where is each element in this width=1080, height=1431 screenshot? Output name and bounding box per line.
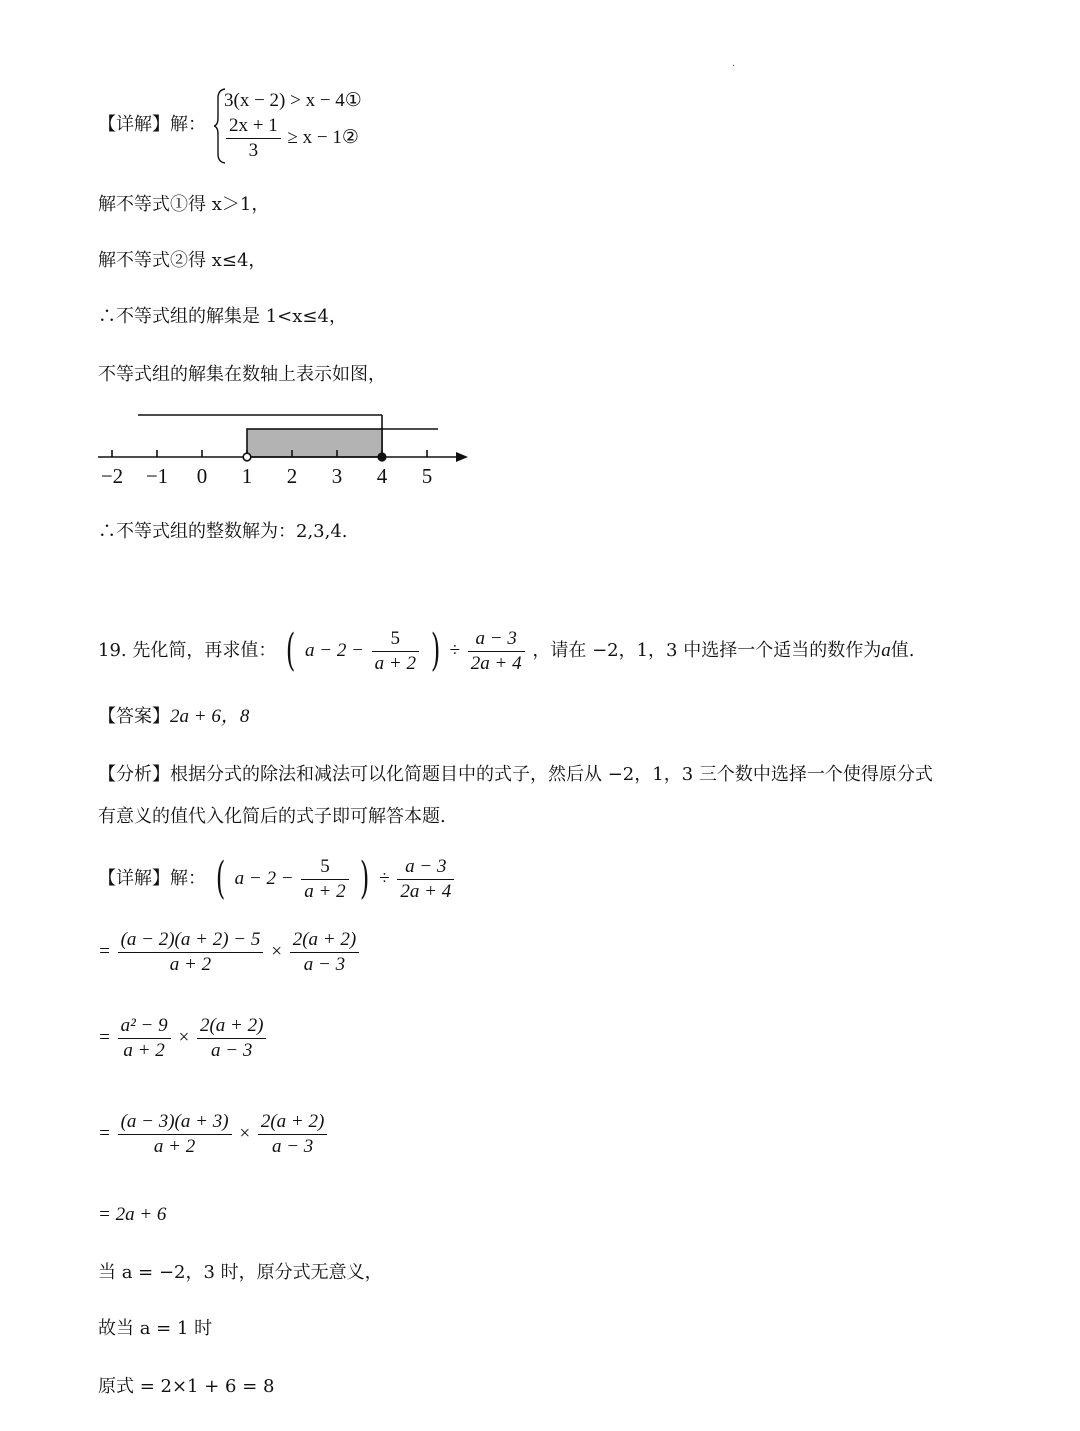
fraction-5-over-a2 xyxy=(372,627,419,676)
step-2 xyxy=(98,1010,268,1066)
axis-tick-label: 2 xyxy=(286,464,298,488)
fraction xyxy=(290,928,359,977)
step-result: = 2a + 6 xyxy=(98,1204,167,1225)
step-3 xyxy=(98,1106,329,1162)
solution-line-1: 解不等式①得 x＞1， xyxy=(98,194,270,215)
denominator: a + 2 xyxy=(374,652,416,674)
divide-sign: ÷ xyxy=(449,640,461,661)
detail-2-header xyxy=(98,848,456,910)
answer-line xyxy=(98,704,249,730)
when-line: 当 a = −2，3 时，原分式无意义， xyxy=(98,1262,383,1283)
axis-tick-label: 1 xyxy=(241,464,253,488)
equals-sign: = xyxy=(98,1027,111,1048)
denominator: a + 2 xyxy=(169,954,212,976)
denominator: a − 3 xyxy=(303,954,346,976)
denominator: a + 2 xyxy=(123,1040,165,1062)
corner-mark: · xyxy=(732,61,736,72)
equals-sign: = xyxy=(98,1123,111,1144)
denominator: 2a + 4 xyxy=(400,880,452,902)
fraction xyxy=(118,1014,171,1063)
denominator: a + 2 xyxy=(304,880,346,902)
axis-tick-label: 3 xyxy=(331,464,343,488)
axis-tick-label: 4 xyxy=(376,464,388,488)
analysis-line-2: 有意义的值代入化简后的式子即可解答本题. xyxy=(98,806,446,827)
inequality-2-rest: ≥ x − 1② xyxy=(287,126,359,148)
numerator: a² − 9 xyxy=(118,1014,171,1039)
fraction-a3-over-2a4 xyxy=(468,627,525,676)
numerator: 5 xyxy=(301,855,348,880)
so-line: 故当 a = 1 时 xyxy=(98,1318,213,1339)
number-line-figure xyxy=(90,405,480,495)
divide-sign: ÷ xyxy=(379,868,390,889)
open-point xyxy=(243,453,251,461)
closed-point xyxy=(378,453,386,461)
denominator: a + 2 xyxy=(153,1136,196,1158)
numerator: 2x + 1 xyxy=(226,114,281,139)
axis-tick-label: 0 xyxy=(196,464,208,488)
denominator: 2a + 4 xyxy=(470,652,522,674)
question-19 xyxy=(98,620,914,682)
denominator: a − 3 xyxy=(211,1040,253,1062)
expr-a: a − 2 − xyxy=(234,868,294,889)
axis-tick-label: −2 xyxy=(100,464,124,488)
axis-tick-label: 5 xyxy=(421,464,433,488)
numerator: 2(a + 2) xyxy=(197,1014,266,1039)
left-paren: ( xyxy=(215,853,226,904)
answer-label: 【答案】 xyxy=(98,706,170,727)
fraction xyxy=(118,1110,232,1159)
step-1 xyxy=(98,924,361,980)
equals-sign: = xyxy=(98,941,111,962)
fraction xyxy=(197,1014,266,1063)
left-paren: ( xyxy=(285,625,296,676)
analysis-line-1: 【分析】根据分式的除法和减法可以化简题目中的式子，然后从 −2，1，3 三个数中选择一个使得原分式 xyxy=(98,764,933,785)
inequality-2 xyxy=(224,114,362,163)
detail-label-2: 【详解】解： xyxy=(98,868,206,889)
fraction xyxy=(258,1110,327,1159)
integer-solution-line: ∴不等式组的整数解为：2,3,4. xyxy=(98,521,348,542)
times-sign: × xyxy=(270,941,283,962)
inequality-system xyxy=(224,88,362,163)
question-prefix: 19. 先化简，再求值： xyxy=(98,640,277,661)
fraction-a3-over-2a4 xyxy=(397,855,454,904)
final-line: 原式 = 2×1 + 6 = 8 xyxy=(98,1376,275,1397)
answer-value: 2a + 6，8 xyxy=(170,706,250,727)
solution-region xyxy=(247,429,382,457)
fraction xyxy=(226,114,281,163)
numerator: (a − 3)(a + 3) xyxy=(118,1110,232,1135)
numerator: a − 3 xyxy=(397,855,454,880)
times-sign: × xyxy=(238,1123,252,1144)
numerator: a − 3 xyxy=(468,627,525,652)
right-paren: ) xyxy=(430,625,441,676)
solution-line-2: 解不等式②得 x≤4， xyxy=(98,250,267,271)
fraction xyxy=(118,928,264,977)
var-a: a xyxy=(881,640,891,661)
fraction-5-over-a2 xyxy=(301,855,348,904)
denominator: a − 3 xyxy=(271,1136,314,1158)
numerator: 2(a + 2) xyxy=(258,1110,327,1135)
detail-label-1: 【详解】解： xyxy=(98,114,206,135)
solution-line-3: ∴不等式组的解集是 1<x≤4， xyxy=(98,306,347,327)
question-end: 值. xyxy=(890,640,915,661)
question-suffix: ，请在 −2，1，3 中选择一个适当的数作为 xyxy=(532,640,882,661)
right-paren: ) xyxy=(360,853,370,904)
expr-a: a − 2 − xyxy=(305,640,364,661)
axis-tick-label: −1 xyxy=(145,464,169,488)
numerator: (a − 2)(a + 2) − 5 xyxy=(118,928,264,953)
numerator: 5 xyxy=(372,627,419,652)
inequality-1: 3(x − 2) > x − 4① xyxy=(224,90,362,111)
solution-line-4: 不等式组的解集在数轴上表示如图， xyxy=(98,364,386,385)
denominator: 3 xyxy=(248,140,259,161)
numerator: 2(a + 2) xyxy=(290,928,359,953)
axis-arrow-icon xyxy=(456,452,468,462)
times-sign: × xyxy=(177,1027,191,1048)
